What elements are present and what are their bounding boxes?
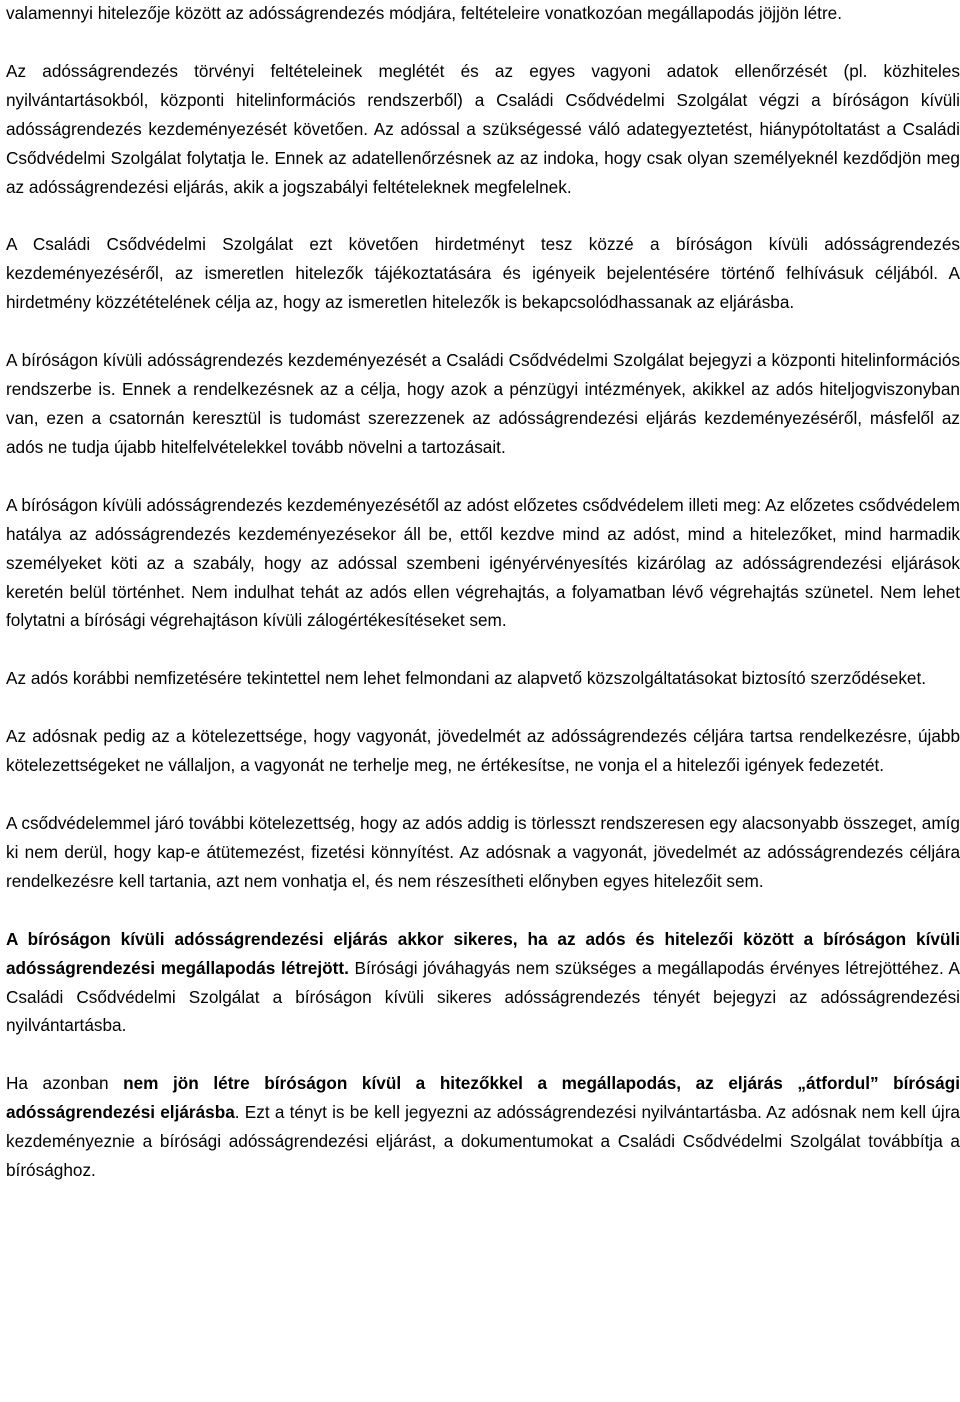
- paragraph-4: [6, 346, 960, 462]
- paragraph-8: [6, 809, 960, 896]
- document-page: [6, 0, 960, 1185]
- paragraph-10-text-start: Ha azonban: [6, 1073, 124, 1094]
- paragraph-5-text: A bíróságon kívüli adósságrendezés kezdeményezésétől az adóst előzetes csődvédelem illeti meg: Az előzetes csődvédelem hatálya az adósságrendezés kezdeményezésekor áll be, ettől kezdve mind az adóst, mind a hitelezőket, mind harmadik személyeket köti az a szabály, hogy az adóssal szembeni igényérvényesítés kizárólag az adósságrendezési eljárások keretén belül történhet. Nem indulhat tehát az adós ellen végrehajtás, a folyamatban lévő végrehajtás szünetel. Nem lehet folytatni a bírósági végrehajtáson kívüli zálogértékesítéseket sem.: [6, 494, 960, 631]
- paragraph-7-text: Az adósnak pedig az a kötelezettsége, hogy vagyonát, jövedelmét az adósságrendezés céljára tartsa rendelkezésre, újabb kötelezettségeket ne vállaljon, a vagyonát ne terhelje meg, ne értékesítse, ne vonja el a hitelezői igények fedezetét.: [6, 726, 960, 776]
- paragraph-5: [6, 491, 960, 636]
- paragraph-10: [6, 1069, 960, 1185]
- paragraph-7: [6, 722, 960, 780]
- paragraph-1-text: valamennyi hitelezője között az adósságrendezés módjára, feltételeire vonatkozóan megállapodás jöjjön létre.: [6, 3, 843, 23]
- paragraph-1: [6, 0, 960, 28]
- paragraph-10-text-end: . Ezt a tényt is be kell jegyezni az adósságrendezési nyilvántartásba. Az adósnak nem kell újra kezdeményeznie a bírósági adósságrendezési eljárást, a dokumentumokat a Családi Csődvédelmi Szolgálat továbbítja a bírósághoz.: [6, 1102, 960, 1181]
- paragraph-10-bold-text: nem jön létre bíróságon kívül a hitezőkkel a megállapodás, az eljárás „átfordul” bírósági adósságrendezési eljárásba: [6, 1073, 960, 1123]
- paragraph-9: [6, 925, 960, 1041]
- paragraph-8-text: A csődvédelemmel járó további kötelezettség, hogy az adós addig is törlesszt rendszeresen egy alacsonyabb összeget, amíg ki nem derül, hogy kap-e átütemezést, fizetési könnyítést. Az adósnak a vagyonát, jövedelmét az adósságrendezés céljára rendelkezésre kell tartania, azt nem vonhatja el, és nem részesítheti előnyben egyes hitelezőit sem.: [6, 813, 960, 891]
- paragraph-9-bold-text: A bíróságon kívüli adósságrendezési eljárás akkor sikeres, ha az adós és hitelezői között a bíróságon kívüli adósságrendezési megállapodás létrejött.: [6, 928, 960, 978]
- paragraph-6-text: Az adós korábbi nemfizetésére tekintettel nem lehet felmondani az alapvető közszolgáltatásokat biztosító szerződéseket.: [6, 668, 927, 689]
- paragraph-9-text: Bírósági jóváhagyás nem szükséges a megállapodás érvényes létrejöttéhez. A Családi Csődvédelmi Szolgálat a bíróságon kívüli sikeres adósságrendezés tényét bejegyzi az adósságrendezési nyilvántartásba.: [6, 957, 960, 1036]
- paragraph-2-text: Az adósságrendezés törvényi feltételeinek meglétét és az egyes vagyoni adatok ellenőrzését (pl. közhiteles nyilvántartásokból, központi hitelinformációs rendszerből) a Családi Csődvédelmi Szolgálat végzi a bíróságon kívüli adósságrendezés kezdeményezését követően. Az adóssal a szükségessé váló adategyeztetést, hiánypótoltatást a Családi Csődvédelmi Szolgálat folytatja le. Ennek az adatellenőrzésnek az az indoka, hogy csak olyan személyeknél kezdődjön meg az adósságrendezési eljárás, akik a jogszabályi feltételeknek megfelelnek.: [6, 60, 960, 197]
- paragraph-3: [6, 230, 960, 317]
- paragraph-4-text: A bíróságon kívüli adósságrendezés kezdeményezését a Családi Csődvédelmi Szolgálat bejegyzi a központi hitelinformációs rendszerbe is. Ennek a rendelkezésnek az a célja, hogy azok a pénzügyi intézmények, akikkel az adós hiteljogviszonyban van, ezen a csatornán keresztül is tudomást szerezzenek az adósságrendezési eljárás kezdeményezéséről, másfelől az adós ne tudja újabb hitelfelvételekkel tovább növelni a tartozásait.: [6, 350, 960, 457]
- paragraph-6: [6, 664, 960, 693]
- paragraph-3-text: A Családi Csődvédelmi Szolgálat ezt követően hirdetményt tesz közzé a bíróságon kívüli adósságrendezés kezdeményezéséről, az ismeretlen hitelezők tájékoztatására és igényeik bejelentésére történő felhívásuk céljából. A hirdetmény közzétételének célja az, hogy az ismeretlen hitelezők is bekapcsolódhassanak az eljárásba.: [6, 234, 960, 313]
- paragraph-2: [6, 57, 960, 202]
